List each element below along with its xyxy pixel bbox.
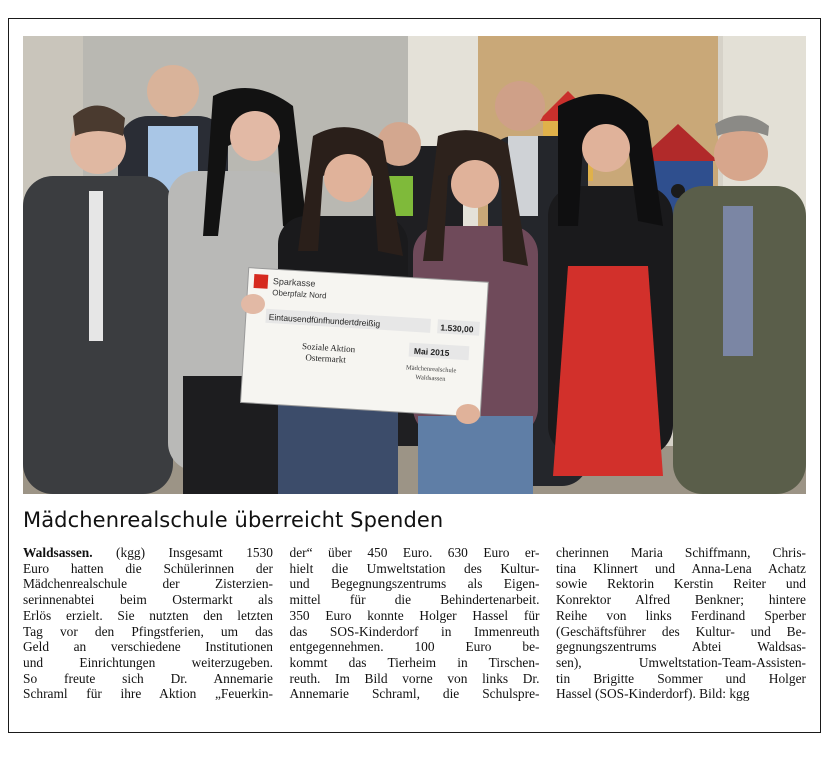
article-line: So freute sich Dr. Annemarie: [23, 670, 273, 686]
article-line: gegnungszentrums Abtei Waldsas-: [556, 639, 806, 655]
cheque-recipient-line1: Mädchenrealschule: [405, 364, 457, 375]
article-line: Annemarie Schraml, die Schulspre-: [289, 686, 540, 702]
article-line: Waldsassen. (kgg) Insgesamt 1530: [23, 545, 273, 560]
article-line: kommt das Tierheim in Tirschen-: [289, 654, 540, 670]
article-line: mittel für die Behindertenarbeit.: [289, 592, 540, 608]
article-line: Mädchenrealschule der Zisterzien-: [23, 576, 273, 592]
article-line: tina Klinnert und Anna-Lena Achatz: [556, 560, 806, 576]
article-line: sen), Umweltstation-Team-Assisten-: [556, 654, 806, 670]
article-line: sowie Rektorin Kerstin Reiter und: [556, 576, 806, 592]
article-line: und Begegnungszentrums als Eigen-: [289, 576, 540, 592]
article-line: Schraml für ihre Aktion „Feuerkin-: [23, 686, 273, 702]
article-line: tin Brigitte Sommer und Holger: [556, 670, 806, 686]
article-column-3: [556, 545, 806, 725]
article-line: Reihe von links Ferdinand Sperber: [556, 607, 806, 623]
article-line: cherinnen Maria Schiffmann, Chris-: [556, 545, 806, 560]
article-line: Konrektor Alfred Benkner; hintere: [556, 592, 806, 608]
article-line: (Geschäftsführer des Kultur- und Be-: [556, 623, 806, 639]
article-line: Geld an verschiedene Institutionen: [23, 639, 273, 655]
donation-cheque: [241, 268, 489, 417]
cheque-purpose-line1: Soziale Aktion: [301, 341, 356, 355]
cheque-amount: 1.530,00: [440, 322, 474, 335]
article-line: hielt die Umweltstation des Kultur-: [289, 560, 540, 576]
group-photo-image: [23, 36, 806, 494]
article-line: Hassel (SOS-Kinderdorf). Bild: kgg: [556, 686, 750, 702]
article-column-1: [23, 545, 273, 725]
article-line: reuth. Im Bild vorne von links Dr.: [289, 670, 540, 686]
article-line: und Einrichtungen weiterzugeben.: [23, 654, 273, 670]
cheque-bank: Sparkasse: [272, 276, 316, 289]
article-line: entgegennehmen. 100 Euro be-: [289, 639, 540, 655]
article-column-2: [290, 545, 540, 725]
article-line: Tag vor den Pfingstferien, um das: [23, 623, 273, 639]
cheque-bank-region: Oberpfalz Nord: [271, 288, 327, 301]
article-line: serinnenabtei beim Ostermarkt als: [23, 592, 273, 608]
article-body: [23, 545, 806, 725]
article-place: Waldsassen.: [23, 545, 93, 560]
article-headline: Mädchenrealschule überreicht Spenden: [23, 508, 444, 532]
cheque-amount-words: Eintausendfünfhundertdreißig: [268, 311, 381, 329]
article-line: Erlös erzielt. Sie nutzten den letzten: [23, 607, 273, 623]
cheque-date: Mai 2015: [413, 345, 450, 359]
cheque-purpose-line2: Ostermarkt: [305, 352, 347, 365]
group-photo: [23, 36, 806, 494]
newspaper-clipping: [8, 18, 821, 733]
article-line: 350 Euro konnte Holger Hassel für: [289, 607, 540, 623]
article-line: das SOS-Kinderdorf in Immenreuth: [289, 623, 540, 639]
article-line: der“ über 450 Euro. 630 Euro er-: [289, 545, 540, 560]
cheque-recipient-line2: Waldsassen: [415, 374, 446, 383]
article-line: Euro hatten die Schülerinnen der: [23, 560, 273, 576]
